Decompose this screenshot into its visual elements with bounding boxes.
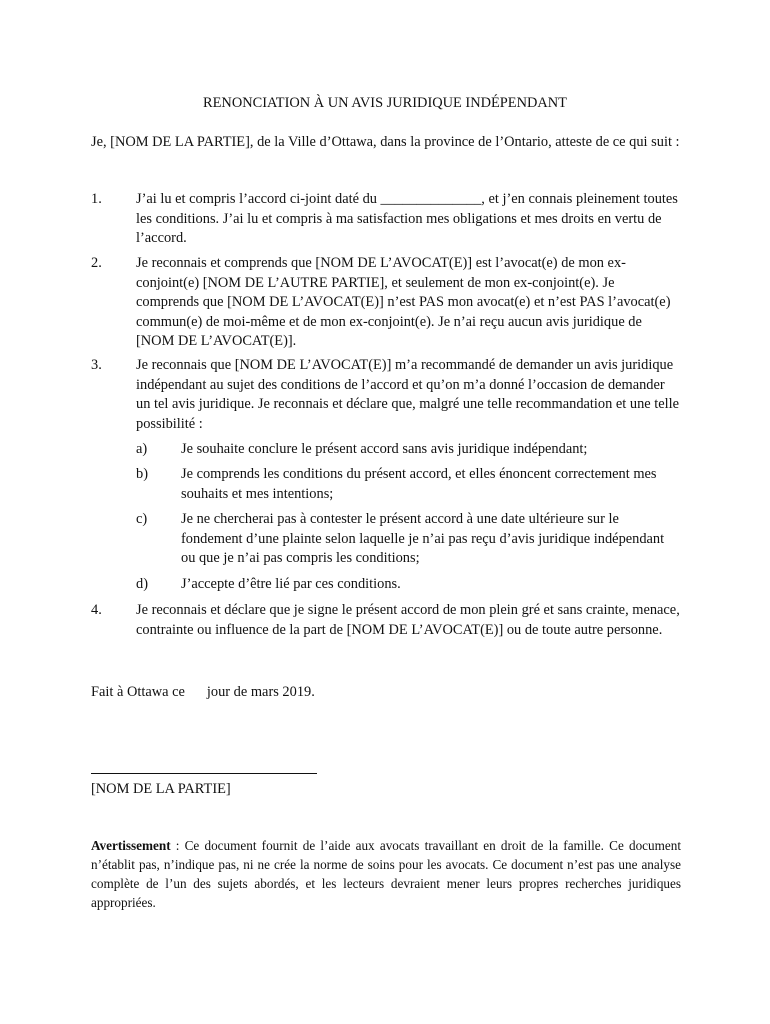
- item-text: Je reconnais et comprends que [NOM DE L’AVOCAT(E)] est l’avocat(e) de mon ex-conjoint(e) [NOM DE L’AUTRE PARTIE], et seulement de mon ex-conjoint(e). Je comprends que [NOM DE L’AVOCAT(E)] n’est PAS mon avocat(e) et n’est PAS l’avocat(e) commun(e) de moi-même et de mon ex-conjoint(e). Je n’ai reçu aucun avis juridique de [NOM DE L’AVOCAT(E)].: [136, 255, 671, 349]
- item-number: 1.: [91, 191, 102, 207]
- signing-date: jour de mars 2019.: [206, 684, 315, 700]
- sub-item-letter: c): [136, 511, 148, 527]
- sub-item-letter: b): [136, 466, 148, 482]
- sub-item-letter: a): [136, 441, 148, 457]
- sub-item-text: Je souhaite conclure le présent accord sans avis juridique indépendant;: [181, 441, 588, 457]
- document-title: RENONCIATION À UN AVIS JURIDIQUE INDÉPENDANT: [203, 95, 567, 111]
- sub-item-text: J’accepte d’être lié par ces conditions.: [181, 576, 401, 592]
- item-text: Je reconnais et déclare que je signe le présent accord de mon plein gré et sans crainte, menace, contrainte ou influence de la part de [NOM DE L’AVOCAT(E)] ou de toute autre personne.: [136, 602, 680, 638]
- disclaimer-paragraph: [91, 836, 681, 912]
- signing-place: Fait à Ottawa ce: [91, 684, 185, 700]
- sub-item-text: Je ne chercherai pas à contester le présent accord à une date ultérieure sur le fondement d’une plainte selon laquelle je n’ai pas reçu d’avis juridique indépendant ou que je n’ai pas compris les conditions;: [181, 511, 665, 566]
- signature-line: [91, 773, 317, 774]
- signature-name: [NOM DE LA PARTIE]: [91, 781, 231, 797]
- item-number: 3.: [91, 357, 102, 373]
- item-number: 4.: [91, 602, 102, 618]
- intro-paragraph: Je, [NOM DE LA PARTIE], de la Ville d’Ottawa, dans la province de l’Ontario, atteste de ce qui suit :: [91, 134, 680, 150]
- item-text: J’ai lu et compris l’accord ci-joint daté du ______________, et j’en connais pleinement toutes les conditions. J’ai lu et compris à ma satisfaction mes obligations et mes droits en vertu de l’accord.: [136, 191, 678, 246]
- item-number: 2.: [91, 255, 102, 271]
- disclaimer-label: Avertissement: [91, 838, 171, 853]
- sub-item-text: Je comprends les conditions du présent accord, et elles énoncent correctement mes souhaits et mes intentions;: [181, 466, 657, 502]
- item-text: Je reconnais que [NOM DE L’AVOCAT(E)] m’a recommandé de demander un avis juridique indépendant au sujet des conditions de l’accord et qu’on m’a donné l’occasion de demander un tel avis juridique. Je reconnais et déclare que, malgré une telle recommandation et une telle possibilité :: [136, 357, 680, 432]
- disclaimer-text: : Ce document fournit de l’aide aux avocats travaillant en droit de la famille. Ce document n’établit pas, n’indique pas, ni ne crée la norme de soins pour les avocats. Ce document n’est pas une analyse complète de l’un des sujets abordés, et les lecteurs devraient mener leurs propres recherches juridiques appropriées.: [91, 838, 681, 910]
- signing-date-line: [91, 683, 315, 703]
- sub-item-letter: d): [136, 576, 148, 592]
